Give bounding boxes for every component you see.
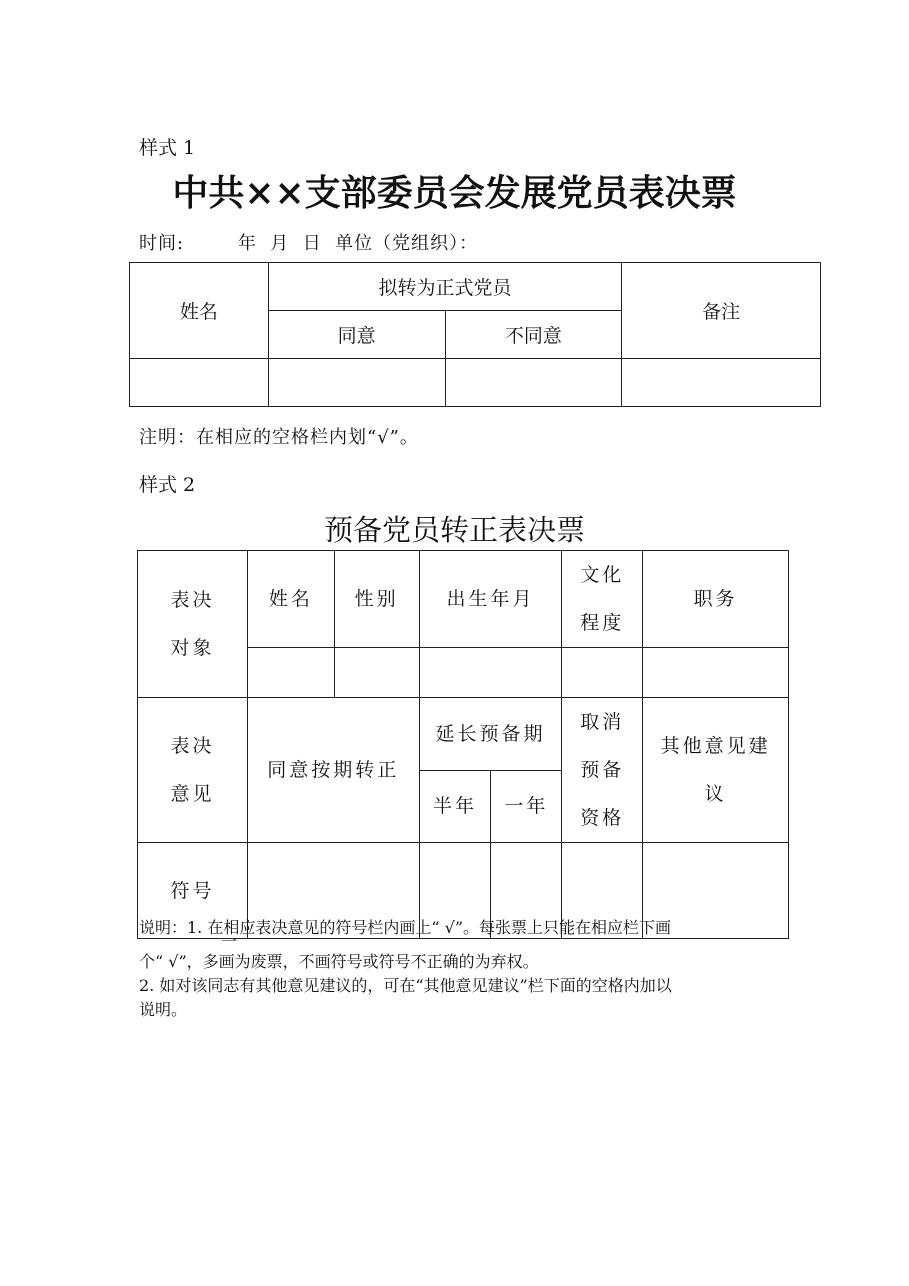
name-value-cell[interactable]: [247, 648, 334, 698]
convert-header: 拟转为正式党员: [268, 263, 621, 311]
style2-label: 样式 2: [139, 474, 196, 496]
position-header: 职务: [643, 551, 789, 648]
education-value-cell[interactable]: [562, 648, 643, 698]
gender-header: 性别: [334, 551, 419, 648]
name-header: 姓名: [130, 263, 269, 359]
cancel-header: 取消预备资格: [562, 698, 643, 843]
name-header-2: 姓名: [247, 551, 334, 648]
disagree-cell[interactable]: [445, 359, 622, 407]
symbol-header: 符号: [138, 843, 248, 939]
explanation-line-4: 说明。: [139, 1000, 188, 1019]
time-unit-line: 时间: 年 月 日 单位（党组织）：: [139, 233, 479, 254]
style1-note: 注明：在相应的空格栏内划“√”。: [139, 427, 419, 448]
birth-value-cell[interactable]: [419, 648, 562, 698]
remark-cell[interactable]: [622, 359, 821, 407]
one-year-header: 一年: [491, 770, 562, 843]
ballot-table-1: [129, 262, 821, 407]
explanation: [139, 916, 779, 1022]
education-header: 文化程度: [562, 551, 643, 648]
agree-cell[interactable]: [268, 359, 445, 407]
explanation-line-1b: 一: [221, 932, 238, 951]
birth-header: 出生年月: [419, 551, 562, 648]
explanation-line-1: 说明：1. 在相应表决意见的符号栏内画上“ √”。每张票上只能在相应栏下画: [139, 918, 671, 937]
position-value-cell[interactable]: [643, 648, 789, 698]
disagree-header: 不同意: [445, 311, 622, 359]
other-opinion-header: 其他意见建议: [643, 698, 789, 843]
gender-value-cell[interactable]: [334, 648, 419, 698]
target-header: 表决对象: [138, 551, 248, 698]
remark-header: 备注: [622, 263, 821, 359]
style1-title: 中共××支部委员会发展党员表决票: [172, 172, 737, 214]
agree-header: 同意: [268, 311, 445, 359]
explanation-line-3: 2. 如对该同志有其他意见建议的，可在“其他意见建议”栏下面的空格内加以: [139, 976, 672, 995]
name-cell[interactable]: [130, 359, 269, 407]
explanation-line-2: 个“ √”，多画为废票，不画符号或符号不正确的为弃权。: [139, 952, 539, 971]
style1-label: 样式 1: [139, 137, 196, 159]
style2-title: 预备党员转正表决票: [323, 513, 585, 547]
half-year-header: 半年: [419, 770, 491, 843]
agree-on-time-header: 同意按期转正: [247, 698, 419, 843]
opinion-header: 表决意见: [138, 698, 248, 843]
extend-header: 延长预备期: [419, 698, 562, 771]
ballot-table-2: [137, 550, 789, 939]
